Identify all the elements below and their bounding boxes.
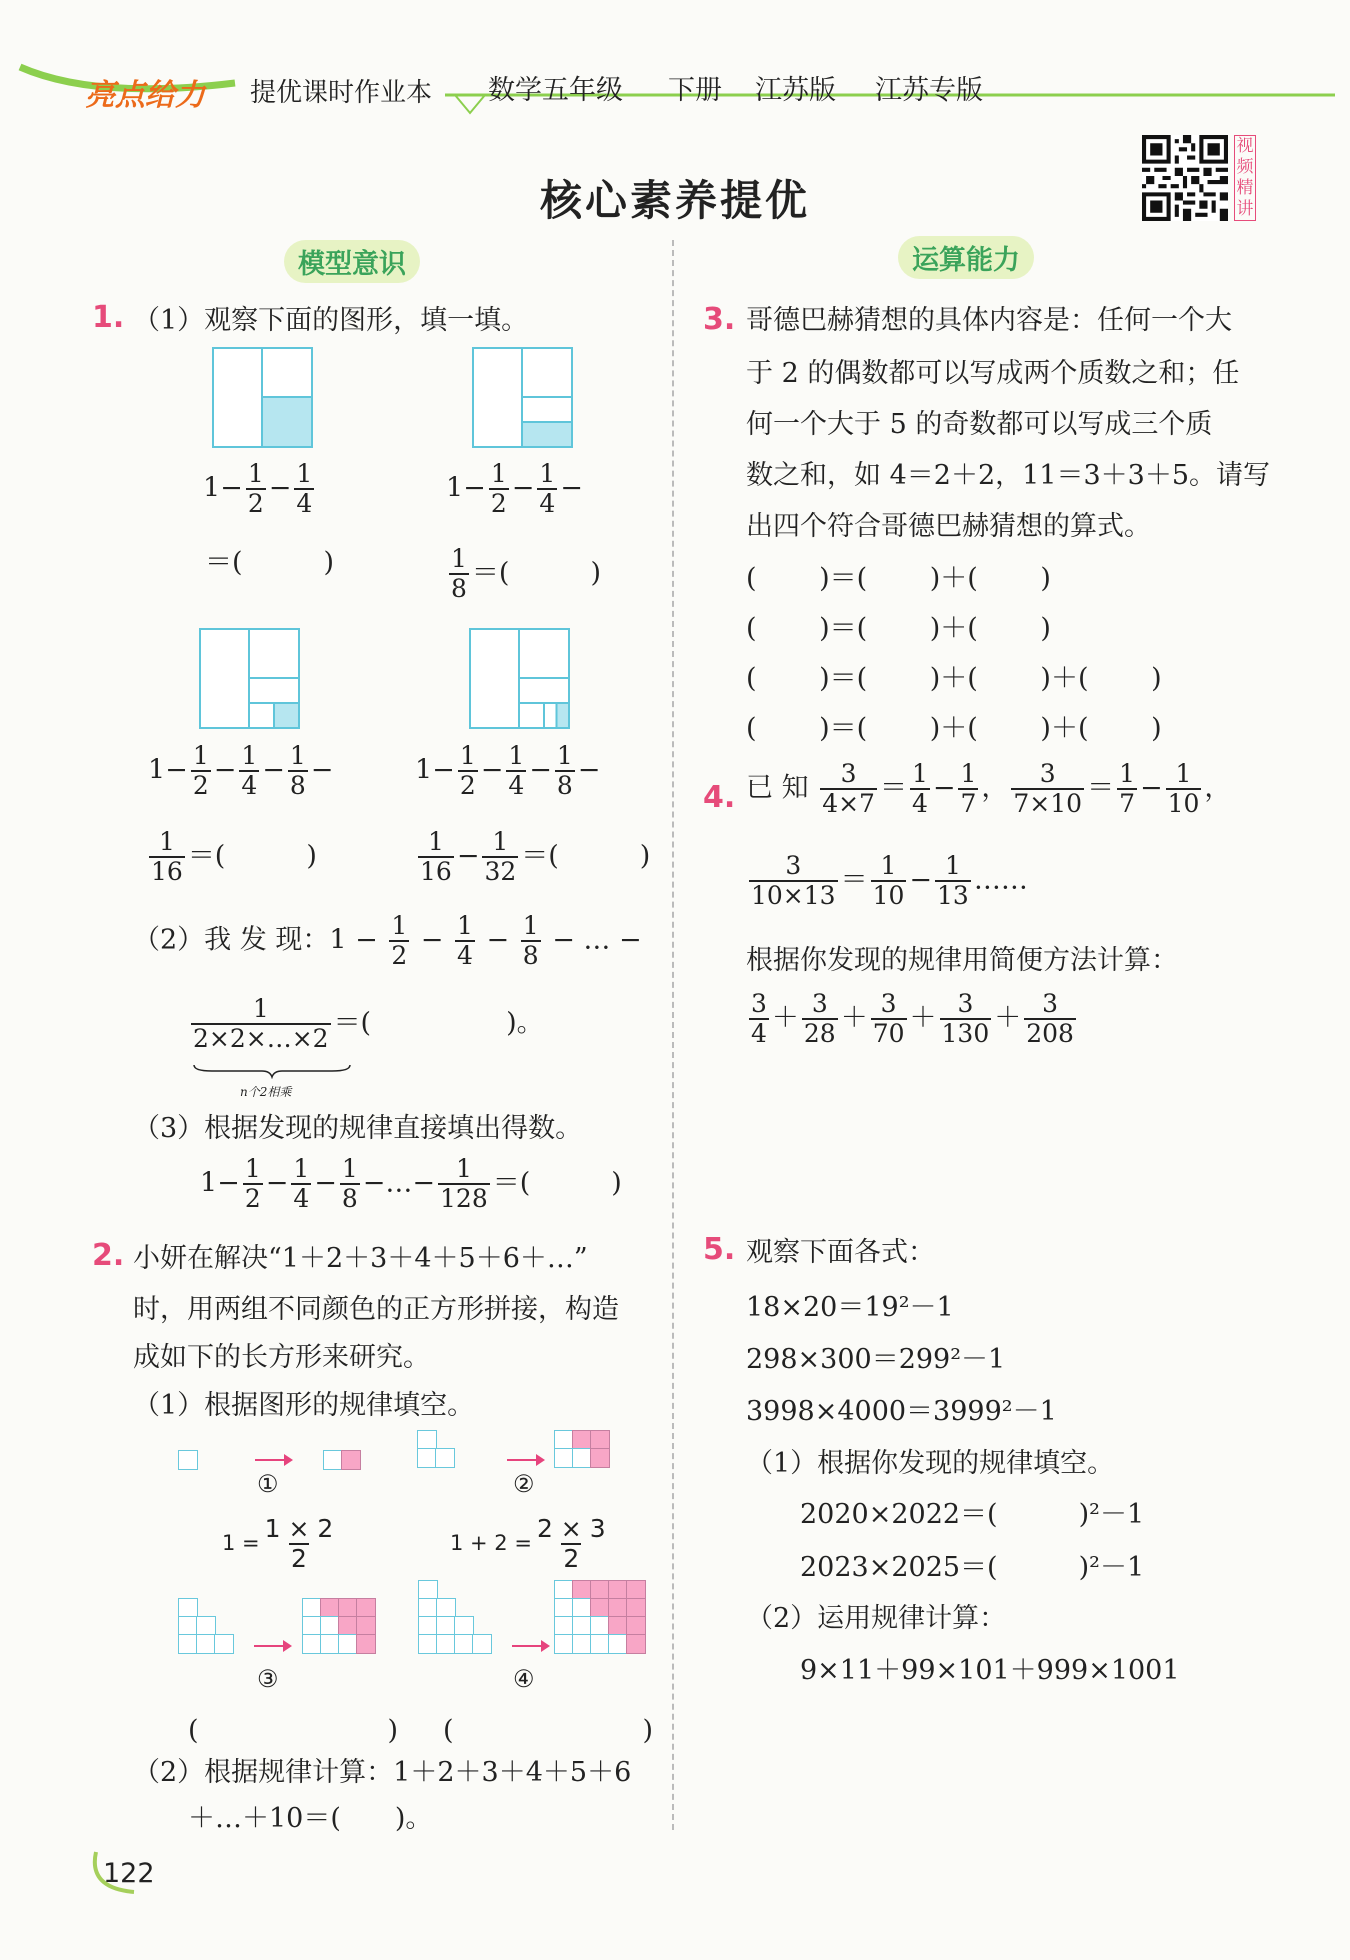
square <box>418 1616 438 1636</box>
q4-den-2: 28 <box>803 1019 836 1048</box>
q1-underbrace <box>192 1063 352 1079</box>
brand-logo: 亮点给力 <box>85 78 205 113</box>
square <box>454 1616 474 1636</box>
square-pink <box>356 1616 376 1636</box>
q2-line1: 小妍在解决“1＋2＋3＋4＋5＋6＋…” <box>133 1243 588 1274</box>
q4-num-5: 3 <box>1042 989 1059 1018</box>
square <box>196 1634 216 1654</box>
q1-expr-b-2: $\frac{1}{8}$ ＝( ) <box>451 544 601 603</box>
q5-fact-1: 18×20＝19²－1 <box>746 1292 954 1323</box>
square-pink <box>356 1634 376 1654</box>
q5-part2: （2）运用规律计算： <box>746 1603 1007 1634</box>
q4-num-1: 3 <box>751 989 767 1018</box>
square <box>435 1448 455 1468</box>
term-label: 下册 <box>668 75 722 106</box>
square <box>178 1450 198 1470</box>
q3-line-5: 出四个符合哥德巴赫猜想的算式。 <box>746 511 1151 542</box>
q4-num-3: 3 <box>880 989 897 1018</box>
square <box>554 1616 574 1636</box>
square <box>608 1634 628 1654</box>
square-pink <box>626 1634 646 1654</box>
q4-calc: $\frac{3}{4}$ ＋ $\frac{3}{28}$ ＋ $\frac{3}{70}$ ＋ $\frac{3}{130}$ ＋ $\frac{3}{208}$ <box>751 989 1074 1048</box>
square <box>178 1616 198 1636</box>
q1-figure-d <box>469 628 571 730</box>
square-pink <box>572 1580 592 1600</box>
square <box>572 1634 592 1654</box>
square <box>178 1634 198 1654</box>
subject-label: 数学五年级 <box>488 75 623 106</box>
q3-line-2: 于 2 的偶数都可以写成两个质数之和；任 <box>746 358 1240 389</box>
square <box>418 1598 438 1618</box>
q2-eq-2-label: 1 + 2 = <box>450 1531 532 1555</box>
q4-number: 4. <box>703 780 736 815</box>
q4-given-2: $\frac{3}{10\times 13}$ ＝ $\frac{1}{10}$ − $\frac{1}{13}$ …… <box>751 851 1028 910</box>
square <box>417 1448 437 1468</box>
q3-blank-2: ( )＝( )＋( ) <box>746 613 1051 644</box>
section-tag-right: 运算能力 <box>898 236 1034 279</box>
q2-label-4: ④ <box>513 1665 535 1693</box>
square <box>590 1616 610 1636</box>
square <box>214 1634 234 1654</box>
q3-number: 3. <box>703 302 736 337</box>
square <box>572 1616 592 1636</box>
square-pink <box>626 1580 646 1600</box>
square <box>572 1448 592 1468</box>
arrow-icon <box>507 1459 543 1461</box>
book-title: 提优课时作业本 <box>250 78 433 108</box>
square <box>554 1448 574 1468</box>
q2-label-1: ① <box>257 1470 279 1498</box>
q1-underbrace-label: n个2相乘 <box>240 1085 292 1099</box>
header <box>0 0 1350 120</box>
square-pink <box>341 1450 361 1470</box>
q2-line2: 时，用两组不同颜色的正方形拼接，构造 <box>133 1294 619 1325</box>
q4-den-5: 208 <box>1026 1019 1074 1048</box>
q2-number: 2. <box>92 1238 125 1273</box>
q4-den-1: 4 <box>751 1019 767 1048</box>
q5-fact-2: 298×300＝299²－1 <box>746 1344 1006 1375</box>
q1-expr-c-2: $\frac{1}{16}$ ＝( ) <box>151 827 317 886</box>
q2-part2-line1: （2）根据规律计算：1＋2＋3＋4＋5＋6 <box>133 1757 632 1788</box>
square-pink <box>572 1430 592 1450</box>
q1-part3-expr: 1− $\frac{1}{2}$ − $\frac{1}{4}$ − $\frac{1}{8}$ −…− $\frac{1}{128}$ ＝( ) <box>200 1154 622 1213</box>
q5-part1: （1）根据你发现的规律填空。 <box>746 1448 1115 1479</box>
page-number: 122 <box>103 1858 155 1889</box>
square <box>320 1616 340 1636</box>
qr-label: 视频精讲 <box>1234 135 1256 221</box>
square <box>320 1634 340 1654</box>
q1-part1: （1）观察下面的图形，填一填。 <box>133 305 529 336</box>
q2-part1: （1）根据图形的规律填空。 <box>133 1390 475 1421</box>
square-pink <box>320 1598 340 1618</box>
square-pink <box>626 1598 646 1618</box>
square <box>590 1634 610 1654</box>
square <box>554 1430 574 1450</box>
square <box>418 1580 438 1600</box>
square-pink <box>626 1616 646 1636</box>
q1-expr-d: 1− $\frac{1}{2}$ − $\frac{1}{4}$ − $\frac{1}{8}$ − <box>415 741 601 800</box>
q1-expr-b: 1− $\frac{1}{2}$ − $\frac{1}{4}$ − <box>446 459 583 518</box>
q2-eq-2: 1 + 2 = $\frac{2 \times 3}{2}$ <box>450 1514 606 1573</box>
q2-eq-1-label: 1 = <box>222 1531 260 1555</box>
q1-figure-c <box>199 628 301 730</box>
q2-blank-4: ( ) <box>443 1715 654 1746</box>
q5-fill-2: 2023×2025＝( )²－1 <box>800 1552 1145 1583</box>
q1-part2-expr: $\frac{1}{2\times 2\times\dots\times 2}$ ＝( )。 <box>193 994 544 1053</box>
special-edition-label: 江苏专版 <box>875 75 983 106</box>
q1-expr-a: 1− $\frac{1}{2}$ − $\frac{1}{4}$ <box>203 459 313 518</box>
q2-line3: 成如下的长方形来研究。 <box>133 1342 430 1373</box>
square <box>572 1598 592 1618</box>
square-pink <box>608 1598 628 1618</box>
q1-expr-a-blank: ＝( ) <box>205 547 335 578</box>
square <box>418 1634 438 1654</box>
square <box>178 1598 198 1618</box>
q3-line-4: 数之和，如 4＝2＋2，11＝3＋3＋5。请写 <box>746 460 1271 491</box>
square-pink <box>590 1580 610 1600</box>
square-pink <box>608 1580 628 1600</box>
square <box>196 1616 216 1636</box>
square <box>454 1634 474 1654</box>
q5-fill-1: 2020×2022＝( )²－1 <box>800 1499 1145 1530</box>
section-tag-left: 模型意识 <box>284 240 420 283</box>
q4-instruction: 根据你发现的规律用简便方法计算： <box>746 945 1178 976</box>
q1-part3: （3）根据发现的规律直接填出得数。 <box>133 1113 583 1144</box>
q2-eq-1: 1 = $\frac{1 \times 2}{2}$ <box>222 1514 334 1573</box>
q1-figure-a <box>212 347 314 449</box>
q1-expr-d-2: $\frac{1}{16}$ − $\frac{1}{32}$ ＝( ) <box>420 827 651 886</box>
q1-figure-b <box>472 347 574 449</box>
square <box>302 1634 322 1654</box>
page-title: 核心素养提优 <box>539 176 810 225</box>
q4-num-2: 3 <box>811 989 828 1018</box>
q1-part2-label: （2）我 发 现： <box>133 924 330 956</box>
q5-intro: 观察下面各式： <box>746 1237 935 1268</box>
q2-figure-4 <box>418 1580 658 1670</box>
q5-calc: 9×11＋99×101＋999×1001 <box>800 1655 1180 1686</box>
q4-num-4: 3 <box>957 989 974 1018</box>
square-pink <box>590 1448 610 1468</box>
q5-number: 5. <box>703 1232 736 1267</box>
arrow-icon <box>254 1645 290 1647</box>
square-pink <box>356 1598 376 1618</box>
arrow-icon <box>512 1645 548 1647</box>
q4-den-4: 130 <box>941 1019 990 1048</box>
square-pink <box>338 1598 358 1618</box>
square <box>302 1598 322 1618</box>
square <box>554 1580 574 1600</box>
square <box>302 1616 322 1636</box>
q2-blank-3: ( ) <box>188 1715 399 1746</box>
q1-number: 1. <box>92 300 125 335</box>
q3-blank-4: ( )＝( )＋( )＋( ) <box>746 713 1162 744</box>
q4-given: 已 知 $\frac{3}{4\times 7}$ ＝ $\frac{1}{4}$ − $\frac{1}{7}$ ， $\frac{3}{7\times 10}$ ＝ $\frac{1}{7}$ − $\frac{1}{10}$ ， <box>746 759 1232 818</box>
q2-part2-line2: ＋…＋10＝( )。 <box>188 1803 433 1834</box>
q1-part2: （2）我 发 现：1 − $\frac{1}{2}$ − $\frac{1}{4}$ − $\frac{1}{8}$ − … − <box>133 911 642 970</box>
q4-given-label: 已 知 <box>746 772 809 804</box>
q4-den-3: 70 <box>872 1019 905 1048</box>
q1-expr-c: 1− $\frac{1}{2}$ − $\frac{1}{4}$ − $\frac{1}{8}$ − <box>148 741 334 800</box>
edition-label: 江苏版 <box>755 75 836 106</box>
square-pink <box>590 1430 610 1450</box>
square <box>472 1634 492 1654</box>
square <box>554 1598 574 1618</box>
q2-figure-1 <box>178 1450 318 1480</box>
square-pink <box>608 1616 628 1636</box>
q3-line-1: 哥德巴赫猜想的具体内容是：任何一个大 <box>746 305 1232 336</box>
square <box>338 1634 358 1654</box>
q2-figure-3 <box>178 1598 388 1668</box>
square <box>436 1616 456 1636</box>
q3-line-3: 何一个大于 5 的奇数都可以写成三个质 <box>746 409 1213 440</box>
square-pink <box>338 1616 358 1636</box>
square <box>554 1634 574 1654</box>
square <box>436 1634 456 1654</box>
q5-fact-3: 3998×4000＝3999²－1 <box>746 1396 1057 1427</box>
q3-blank-3: ( )＝( )＋( )＋( ) <box>746 663 1162 694</box>
arrow-icon <box>255 1459 291 1461</box>
square <box>323 1450 343 1470</box>
square <box>417 1430 437 1450</box>
square-pink <box>590 1598 610 1618</box>
q2-label-2: ② <box>513 1470 535 1498</box>
q2-label-3: ③ <box>257 1665 279 1693</box>
q3-blank-1: ( )＝( )＋( ) <box>746 563 1051 594</box>
column-divider <box>672 240 674 1830</box>
square <box>436 1598 456 1618</box>
